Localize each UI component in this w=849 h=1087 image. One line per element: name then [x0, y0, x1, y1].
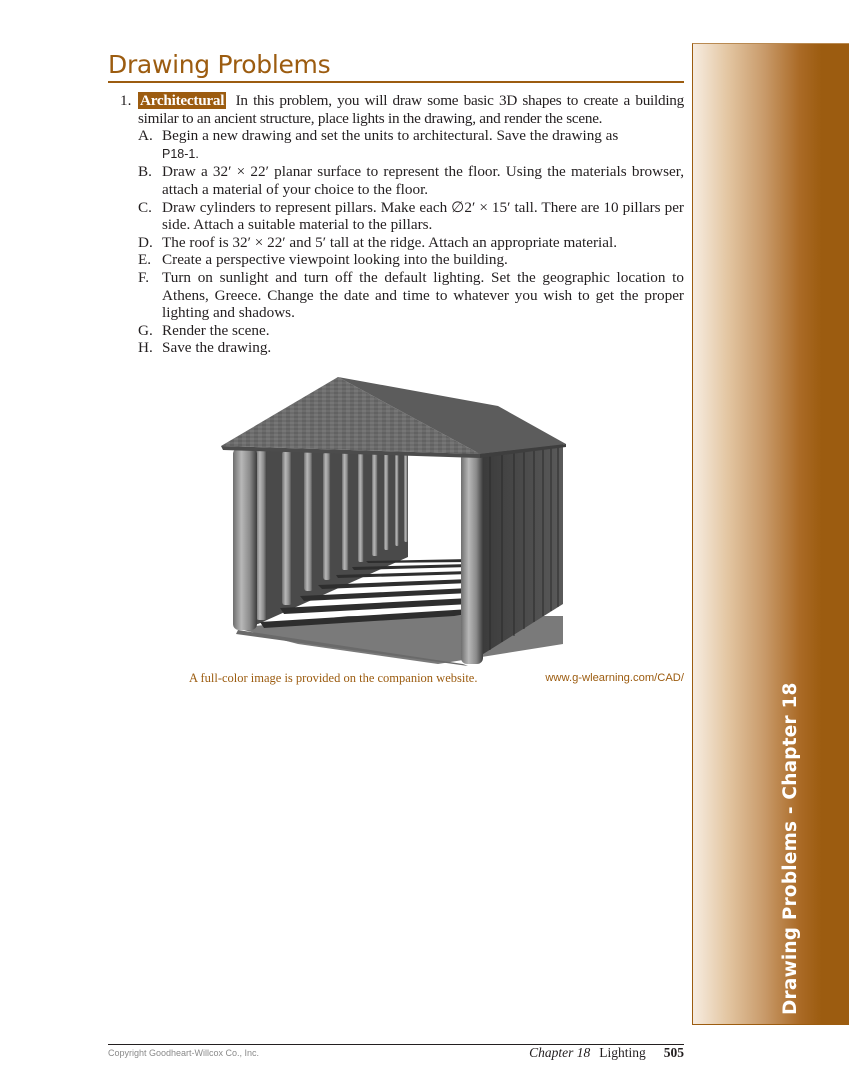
step-letter: F.: [138, 268, 150, 286]
problem-item: [108, 92, 684, 127]
problem-intro: [138, 92, 684, 127]
title-divider: [108, 81, 684, 83]
step-letter: A.: [138, 127, 153, 145]
page-title: Drawing Problems: [108, 50, 331, 79]
caption-text: A full-color image is provided on the companion website.: [189, 671, 478, 685]
step-text: The roof is 32′ × 22′ and 5′ tall at the ridge. Attach an appropriate material.: [162, 233, 618, 251]
step-d: [108, 234, 684, 252]
footer-chapter: Chapter 18: [529, 1045, 591, 1060]
step-e: [108, 251, 684, 269]
step-letter: G.: [138, 321, 153, 339]
rendered-building-figure: [218, 374, 566, 666]
step-letter: C.: [138, 198, 152, 216]
problem-intro-text: In this problem, you will draw some basic 3D shapes to create a building similar to an ancient structure, place lights in the drawing, and render the scene.: [138, 92, 684, 127]
step-letter: D.: [138, 233, 153, 251]
step-a: [108, 127, 684, 163]
step-f: [108, 269, 684, 322]
side-tab-label: Drawing Problems - Chapter 18: [780, 682, 801, 1015]
step-g: [108, 322, 684, 340]
step-text: Save the drawing.: [162, 339, 272, 357]
chapter-side-tab: [692, 43, 849, 1025]
drawing-filename: P18-1.: [162, 146, 199, 161]
step-letter: B.: [138, 163, 152, 181]
step-b: [108, 163, 684, 198]
step-letter: E.: [138, 251, 152, 269]
front-left-pillar: [233, 448, 257, 630]
step-text: Begin a new drawing and set the units to architectural. Save the drawing as: [162, 127, 619, 145]
step-text: Create a perspective viewpoint looking into the building.: [162, 251, 508, 269]
step-text: Draw a 32′ × 22′ planar surface to represent the floor. Using the materials browser, attach a material of your choice to the floor.: [162, 163, 684, 198]
page-number: 505: [663, 1045, 684, 1060]
step-c: [108, 199, 684, 234]
category-tag: Architectural: [140, 92, 225, 109]
front-right-pillar: [461, 452, 483, 664]
footer-section: Lighting: [599, 1045, 646, 1060]
problem-list: [108, 92, 684, 357]
step-letter: H.: [138, 339, 153, 357]
companion-website-link[interactable]: www.g-wlearning.com/CAD/: [545, 672, 684, 684]
copyright-notice: Copyright Goodheart-Willcox Co., Inc.: [108, 1048, 260, 1058]
step-text: Draw cylinders to represent pillars. Make each ∅2′ × 15′ tall. There are 10 pillars per side. Attach a suitable material to the pillars.: [162, 198, 684, 234]
problem-number: 1.: [120, 92, 132, 109]
running-footer: [529, 1045, 684, 1061]
step-text: Turn on sunlight and turn off the default lighting. Set the geographic location to Athens, Greece. Change the date and time to whatever you wish to get the proper lighting and shadows.: [162, 268, 684, 322]
step-text: Render the scene.: [162, 321, 270, 339]
figure-caption: [189, 671, 684, 686]
step-h: [108, 339, 684, 357]
